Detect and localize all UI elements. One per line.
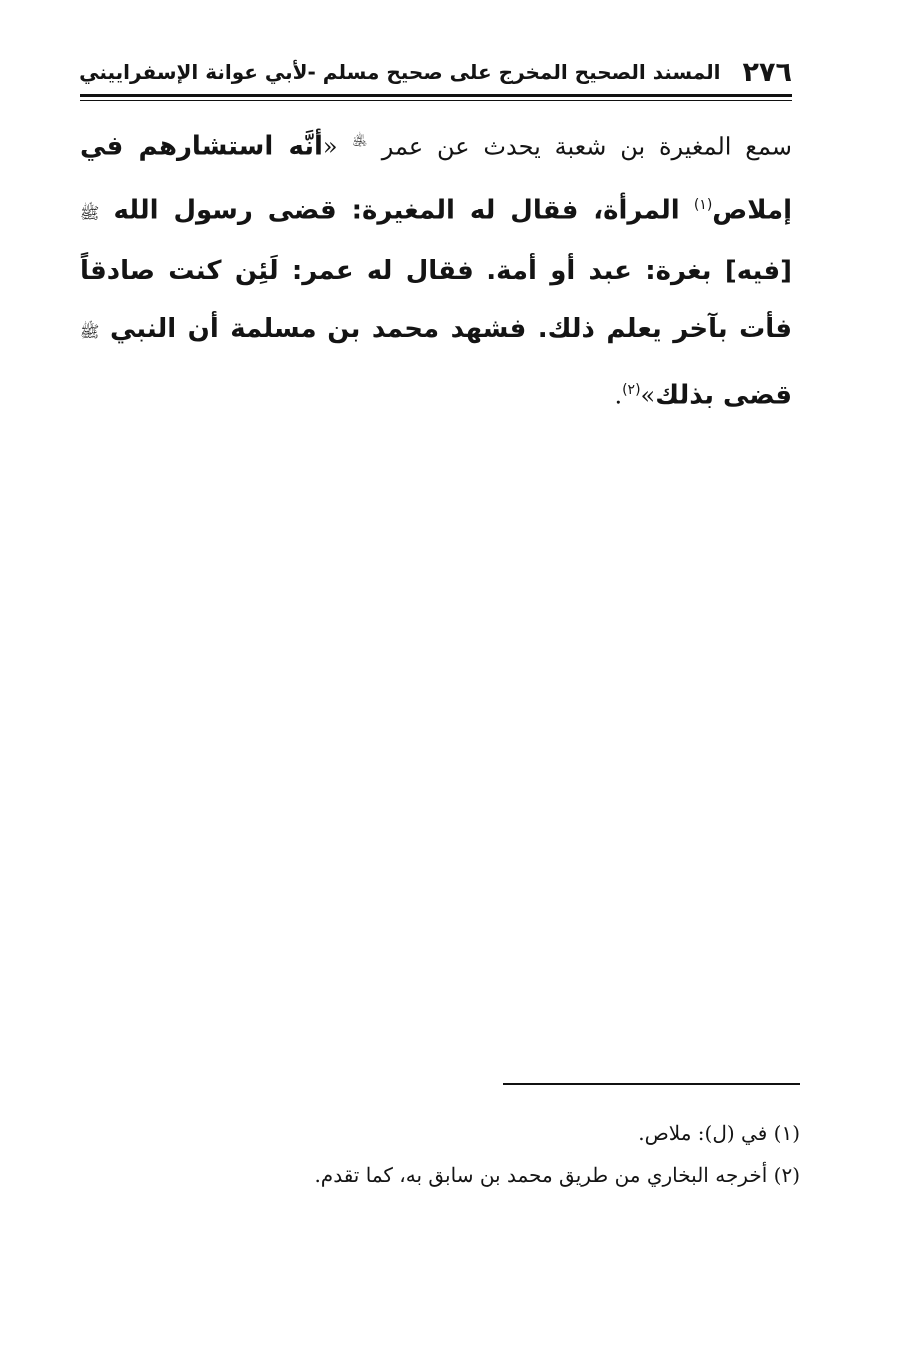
hadith-matn-line4-start: مسلمة أن النبي xyxy=(110,314,317,345)
footnotes xyxy=(250,1112,800,1196)
hadith-matn-line4-end: قضى بذلك xyxy=(655,380,792,411)
book-title: المسند الصحيح المخرج على صحيح مسلم -لأبي عوانة الإسفراييني xyxy=(79,60,721,84)
footnote-1: (١) في (ل): ملاص. xyxy=(638,1121,800,1145)
hadith-matn-start: أنَّه استشارهم في إملاص xyxy=(80,131,793,226)
header-rule-thick xyxy=(80,94,792,97)
footnote-separator xyxy=(503,1083,800,1085)
running-header xyxy=(80,52,792,92)
hadith-text xyxy=(80,112,792,425)
honorific-radi: ﵁ xyxy=(352,133,368,149)
hadith-matn-line3: فقال له عمر: لَئِن كنت صادقاً فأت بآخر يعلم ذلك. فشهد محمد بن xyxy=(80,256,793,345)
honorific-saw-1: ﷺ xyxy=(80,203,100,223)
page-number: ٢٧٦ xyxy=(742,56,792,88)
narration-intro: سمع المغيرة بن شعبة يحدث عن عمر xyxy=(381,132,792,161)
quote-close: » xyxy=(640,381,656,410)
header-rule-thin xyxy=(80,100,792,101)
footnote-ref-2: (٢) xyxy=(622,382,641,399)
footnote-2: (٢) أخرجه البخاري من طريق محمد بن سابق به، كما تقدم. xyxy=(314,1163,800,1187)
final-period: . xyxy=(614,381,623,410)
quote-open: « xyxy=(322,132,338,161)
hadith-matn-line2-cont: [فيه] بغرة: عبد أو أمة. xyxy=(486,256,793,287)
footnote-ref-1: (١) xyxy=(693,196,713,213)
honorific-saw-2: ﷺ xyxy=(80,322,100,342)
hadith-matn-line2: المرأة، فقال له المغيرة: قضى رسول الله xyxy=(113,195,680,226)
